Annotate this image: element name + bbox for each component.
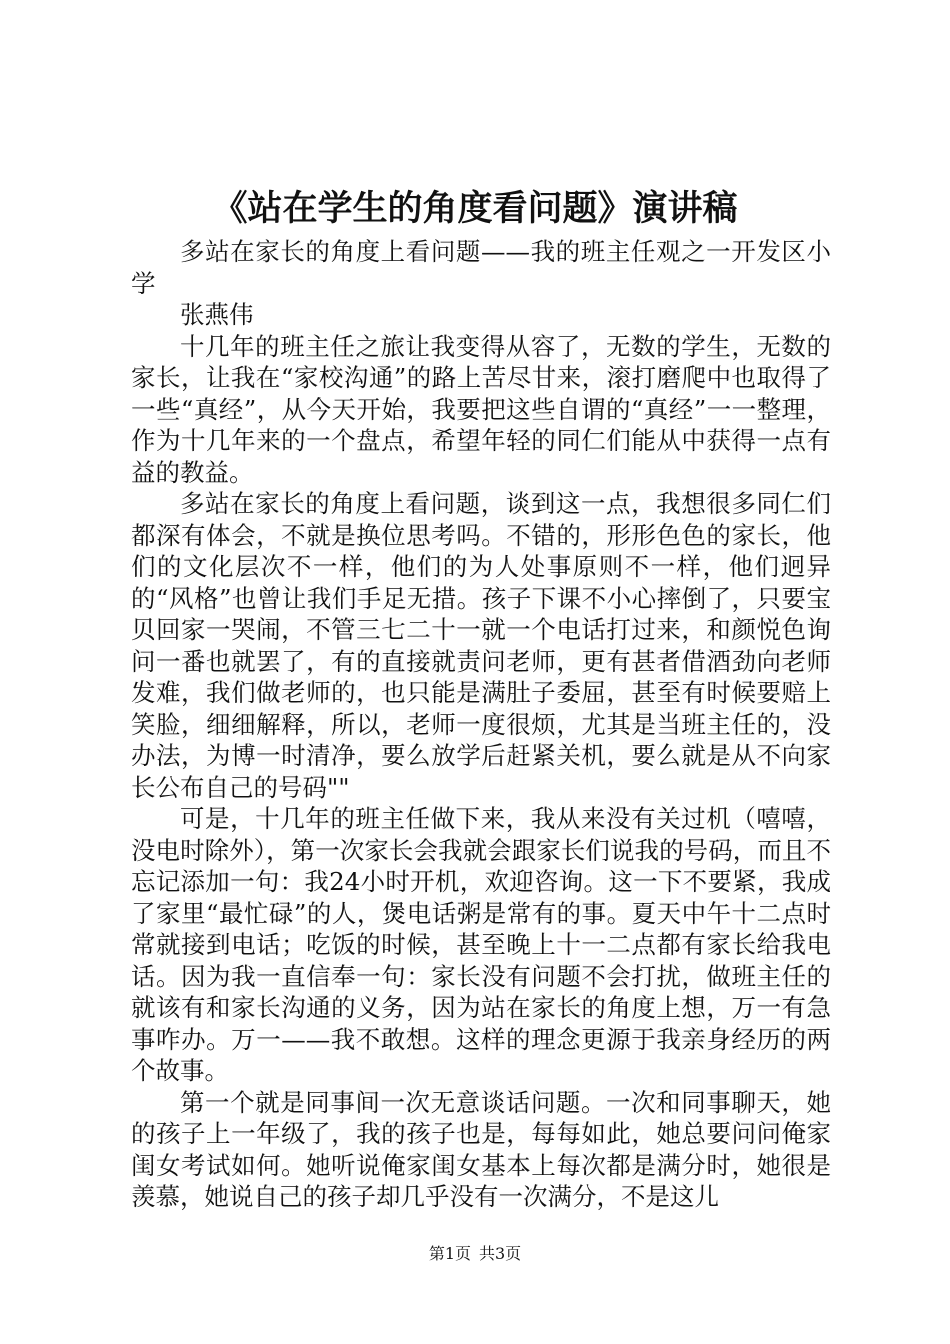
body-paragraph: 十几年的班主任之旅让我变得从容了，无数的学生，无数的家长，让我在“家校沟通”的路上苦尽甘来，滚打磨爬中也取得了一些“真经”，从今天开始，我要把这些自谓的“真经”一一整理，作为十几年来的一个盘点，希望年轻的同仁们能从中获得一点有益的教益。 bbox=[131, 331, 831, 487]
body-paragraph: 多站在家长的角度上看问题，谈到这一点，我想很多同仁们都深有体会，不就是换位思考吗。不错的，形形色色的家长，他们的文化层次不一样，他们的为人处事原则不一样，他们迥异的“风格”也曾让我们手足无措。孩子下课不小心摔倒了，只要宝贝回家一哭闹，不管三七二十一就一个电话打过来，和颜悦色询问一番也就罢了，有的直接就责问老师，更有甚者借酒劲向老师发难，我们做老师的，也只能是满肚子委屈，甚至有时候要赔上笑脸，细细解释，所以，老师一度很烦，尤其是当班主任的，没办法，为博一时清净，要么放学后赶紧关机，要么就是从不向家长公布自己的号码"" bbox=[131, 489, 831, 802]
document-body bbox=[131, 236, 831, 1213]
subtitle-paragraph: 多站在家长的角度上看问题——我的班主任观之一开发区小学 bbox=[131, 237, 831, 298]
page-number: 第1页 bbox=[428, 1244, 471, 1263]
body-paragraph: 可是，十几年的班主任做下来，我从来没有关过机（嘻嘻，没电时除外），第一次家长会我就会跟家长们说我的号码，而且不忘记添加一句：我24小时开机，欢迎咨询。这一下不要紧，我成了家里“最忙碌”的人，煲电话粥是常有的事。夏天中午十二点时常就接到电话；吃饭的时候，甚至晚上十一二点都有家长给我电话。因为我一直信奉一句：家长没有问题不会打扰，做班主任的就该有和家长沟通的义务，因为站在家长的角度上想，万一有急事咋办。万一——我不敢想。这样的理念更源于我亲身经历的两个故事。 bbox=[131, 804, 831, 1085]
page-footer bbox=[0, 1243, 950, 1265]
body-paragraph: 第一个就是同事间一次无意谈话问题。一次和同事聊天，她的孩子上一年级了，我的孩子也是，每每如此，她总要问问俺家闺女考试如何。她听说俺家闺女基本上每次都是满分时，她很是羡慕，她说自己的孩子却几乎没有一次满分，不是这儿 bbox=[131, 1087, 831, 1211]
page-total: 共3页 bbox=[479, 1244, 522, 1263]
document-title: 《站在学生的角度看问题》演讲稿 bbox=[212, 188, 738, 229]
author-line: 张燕伟 bbox=[180, 300, 254, 329]
